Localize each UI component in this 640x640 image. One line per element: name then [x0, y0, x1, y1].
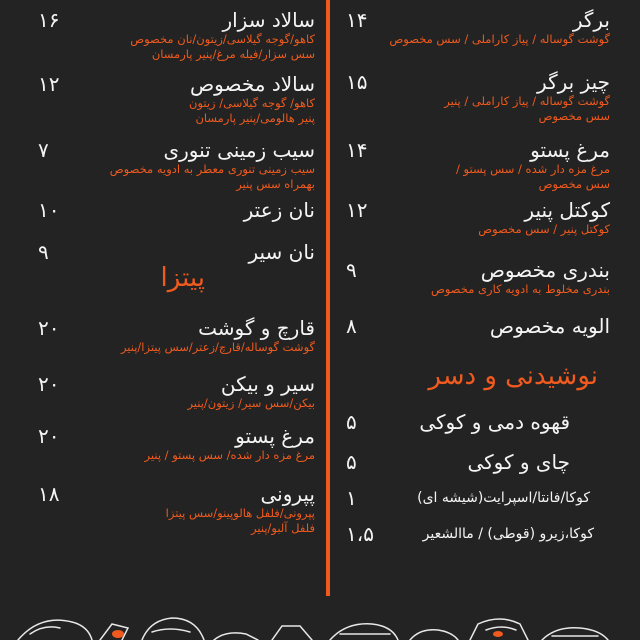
menu-item-burger — [340, 8, 610, 47]
menu-item-cheese-cocktail — [340, 198, 610, 237]
menu-item-garlic-bread — [30, 240, 315, 264]
item-price: ۷ — [38, 138, 49, 162]
menu-item-coffee-cookie — [340, 410, 610, 434]
menu-item-pepperoni-pizza — [30, 482, 315, 536]
item-name: الویه مخصوص — [489, 314, 610, 338]
item-price: ۹ — [38, 240, 49, 264]
item-desc: پپرونی/فلفل هالوپینو/سس پیتزا — [165, 506, 315, 520]
item-name: سیر و بیکن — [220, 372, 315, 396]
item-price: ۱۴ — [346, 138, 368, 162]
item-desc: پنیر هالومی/پنیر پارمسان — [195, 111, 315, 125]
item-name: کوکا،زیرو (قوطی) / ماالشعیر — [422, 526, 594, 542]
item-name: قهوه دمی و کوکی — [419, 410, 570, 434]
food-sketch-illustration — [0, 600, 640, 640]
column-divider — [326, 0, 330, 596]
item-desc: مرغ مزه دار شده / سس پستو / — [456, 162, 610, 176]
item-price: ۱۰ — [38, 198, 60, 222]
item-desc: کاهو/ گوجه گیلاسی/ زیتون — [188, 96, 315, 110]
menu-item-cheeseburger — [340, 70, 610, 124]
menu-item-baked-potato — [30, 138, 315, 192]
item-desc: بیکن/سس سیر/ زیتون/پنیر — [187, 396, 315, 410]
item-desc: بهمراه سس پنیر — [236, 177, 315, 191]
item-desc: سس سزار/فیله مرغ/پنیر پارمسان — [151, 47, 315, 61]
item-name: نان سیر — [248, 240, 315, 264]
menu-item-special-salad — [30, 72, 315, 126]
drinks-section-title: نوشیدنی و دسر — [428, 361, 598, 391]
item-name: بندری مخصوص — [480, 258, 610, 282]
item-name: برگر — [572, 8, 610, 32]
menu-item-soda-bottle — [340, 486, 610, 510]
menu-item-caesar-salad — [30, 8, 315, 62]
item-price: ۱۲ — [346, 198, 368, 222]
pizza-section-title: پیتزا — [160, 263, 205, 293]
menu-item-pesto-chicken — [340, 138, 610, 192]
menu-item-olivieh — [340, 314, 610, 338]
item-name: مرغ پستو — [530, 138, 610, 162]
item-desc: سیب زمینی تنوری معطر به ادویه مخصوص — [109, 162, 315, 176]
item-price: ۹ — [346, 258, 357, 282]
item-price: ۱۸ — [38, 482, 60, 506]
menu-item-bandari — [340, 258, 610, 297]
item-desc: سس مخصوص — [538, 109, 610, 123]
item-name: مرغ پستو — [235, 424, 315, 448]
item-name: سالاد مخصوص — [190, 72, 315, 96]
item-price: ۱۴ — [346, 8, 368, 32]
menu-item-mushroom-meat-pizza — [30, 316, 315, 355]
item-desc: گوشت گوساله / پیاز کاراملی / پنیر — [444, 94, 610, 108]
menu-item-soda-can — [340, 522, 610, 546]
item-desc: گوشت گوساله / پیاز کاراملی / سس مخصوص — [389, 32, 610, 46]
item-desc: سس مخصوص — [538, 177, 610, 191]
item-desc: فلفل آلبو/پنیر — [251, 521, 315, 535]
menu-item-garlic-bacon-pizza — [30, 372, 315, 411]
item-name: کوکا/فانتا/اسپرایت(شیشه ای) — [417, 490, 590, 506]
item-desc: گوشت گوساله/قارچ/زعتر/سس پیتزا/پنیر — [120, 340, 315, 354]
item-name: چیز برگر — [537, 70, 610, 94]
item-desc: مرغ مزه دار شده/ سس پستو / پنیر — [144, 448, 315, 462]
item-price: ۸ — [346, 314, 357, 338]
item-name: چای و کوکی — [467, 450, 570, 474]
item-name: سالاد سزار — [222, 8, 315, 32]
item-name: نان زعتر — [243, 198, 315, 222]
item-name: پپرونی — [260, 482, 315, 506]
menu-item-zaatar-bread — [30, 198, 315, 222]
item-name: سیب زمینی تنوری — [163, 138, 315, 162]
item-price: ۲۰ — [38, 372, 60, 396]
item-price: ۱۶ — [38, 8, 60, 32]
item-price: ۲۰ — [38, 316, 60, 340]
item-price: ۱۵ — [346, 70, 368, 94]
item-price: ۲۰ — [38, 424, 60, 448]
item-price: ۱،۵ — [346, 522, 374, 546]
item-desc: کوکتل پنیر / سس مخصوص — [478, 222, 610, 236]
menu-item-pesto-chicken-pizza — [30, 424, 315, 463]
item-price: ۵ — [346, 450, 357, 474]
item-price: ۱ — [346, 486, 357, 510]
item-desc: کاهو/گوجه گیلاسی/زیتون/نان مخصوص — [130, 32, 315, 46]
menu-item-tea-cookie — [340, 450, 610, 474]
item-price: ۱۲ — [38, 72, 60, 96]
item-price: ۵ — [346, 410, 357, 434]
item-name: قارچ و گوشت — [198, 316, 315, 340]
item-name: کوکتل پنیر — [524, 198, 610, 222]
item-desc: بندری مخلوط به ادویه کاری مخصوص — [430, 282, 610, 296]
